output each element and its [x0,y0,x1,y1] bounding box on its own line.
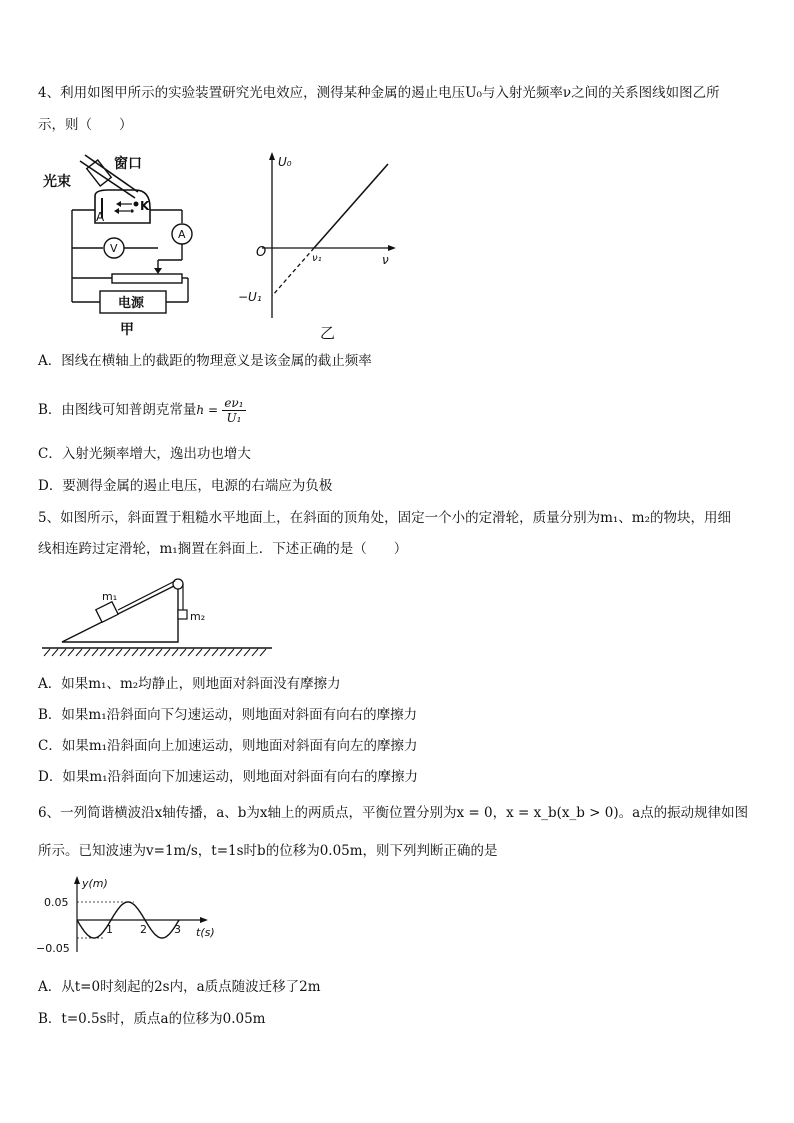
q6-stem-line1: 6、一列简谐横波沿x轴传播，a、b为x轴上的两质点，平衡位置分别为x = 0，x = x_b(x_b > 0)。a点的振动规律如图 [38,805,749,821]
q5-stem-line1: 5、如图所示，斜面置于粗糙水平地面上，在斜面的顶角处，固定一个小的定滑轮，质量分别为m₁、m₂的物块，用细 [38,510,732,526]
q5-figure [40,572,280,662]
q4-option-c: C．入射光频率增大，逸出功也增大 [38,446,251,462]
q6-y-tick-top: 0.05 [44,896,69,909]
q4-option-b-formula-lhs: h = [196,403,219,417]
yi-intercept-y-label: −U₁ [238,290,262,304]
voltmeter-label: V [110,242,118,255]
q5-option-d: D．如果m₁沿斜面向下加速运动，则地面对斜面有向右的摩擦力 [38,769,419,785]
window-label: 窗口 [114,156,142,172]
m2-label: m₂ [190,610,206,623]
q6-option-b: B．t=0.5s时，质点a的位移为0.05m [38,1011,266,1027]
q4-option-b [38,396,246,425]
source-label: 电源 [118,296,145,311]
q5-option-b: B．如果m₁沿斜面向下匀速运动，则地面对斜面有向右的摩擦力 [38,707,418,723]
anode-label: A [96,210,105,224]
q4-stem-line2: 示，则（ ） [38,117,133,133]
q6-x-tick-2: 2 [140,923,147,936]
yi-origin-label: O [256,245,267,260]
q5-stem-line2: 线相连跨过定滑轮，m₁搁置在斜面上．下述正确的是（ ） [38,541,408,557]
cathode-label: K [140,199,150,213]
q5-option-c: C．如果m₁沿斜面向上加速运动，则地面对斜面有向左的摩擦力 [38,738,418,754]
q6-y-tick-bottom: −0.05 [36,942,70,955]
fraction-numerator: eν₁ [224,396,244,410]
fraction-denominator: U₁ [226,411,242,425]
yi-y-axis-label: U₀ [278,155,292,169]
q6-y-axis-label: y(m) [82,877,108,890]
ammeter-label: A [178,228,186,241]
q4-option-a: A．图线在横轴上的截距的物理意义是该金属的截止频率 [38,353,372,369]
q6-figure [34,872,224,962]
q5-option-a: A．如果m₁、m₂均静止，则地面对斜面没有摩擦力 [38,676,341,692]
q4-stem-line1: 4、利用如图甲所示的实验装置研究光电效应，测得某种金属的遏止电压U₀与入射光频率ν之间的关系图线如图乙所 [38,85,720,101]
q4-option-b-prefix: B．由图线可知普朗克常量 [38,402,197,418]
yi-intercept-x-label: ν₁ [312,253,322,264]
q6-stem-line2: 所示。已知波速为v=1m/s，t=1s时b的位移为0.05m，则下列判断正确的是 [38,843,498,859]
q6-option-a: A．从t=0时刻起的2s内，a质点随波迁移了2m [38,979,321,995]
yi-x-axis-label: ν [382,253,389,267]
q4-figure-jia [40,148,220,343]
m1-label: m₁ [102,590,118,603]
q6-x-tick-3: 3 [174,923,181,936]
q4-figure-yi [232,148,402,343]
caption-jia: 甲 [120,322,134,338]
q6-x-tick-1: 1 [106,923,113,936]
q6-x-axis-label: t(s) [196,926,215,939]
beam-label: 光束 [43,174,71,190]
caption-yi: 乙 [320,324,336,342]
q4-option-b-fraction [222,396,245,425]
q4-option-d: D．要测得金属的遏止电压，电源的右端应为负极 [38,478,333,494]
